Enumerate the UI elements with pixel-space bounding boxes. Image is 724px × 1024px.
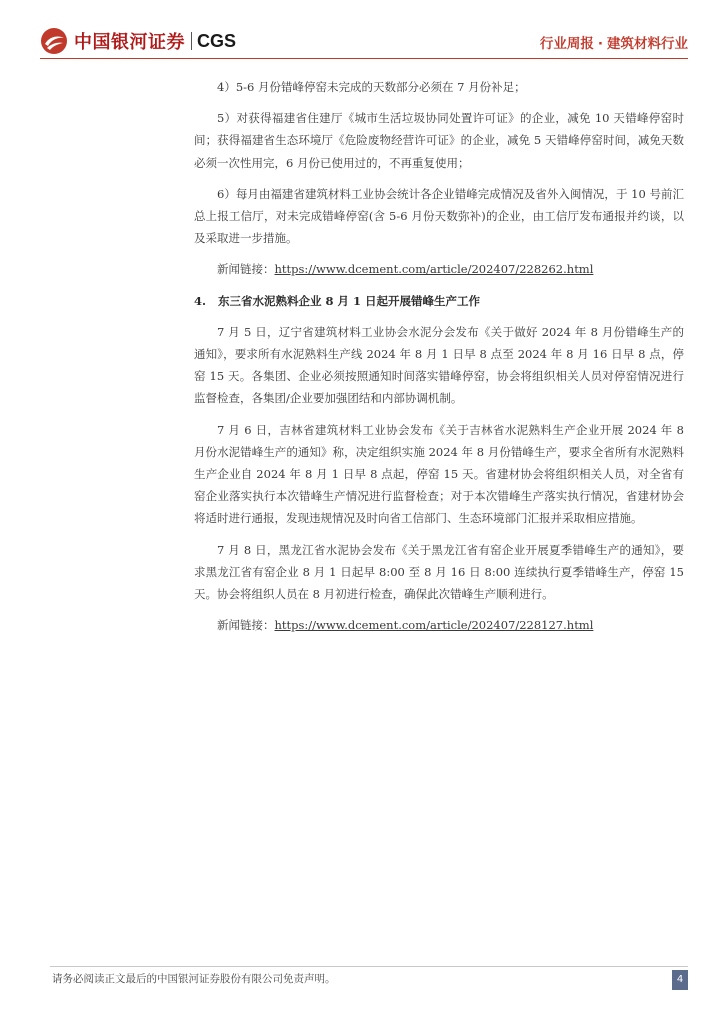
footer-divider (50, 966, 688, 967)
news-link[interactable]: https://www.dcement.com/article/202407/228127.html (274, 618, 594, 633)
news-link[interactable]: https://www.dcement.com/article/202407/228262.html (274, 262, 594, 277)
company-logo (40, 24, 236, 58)
report-type-label: 行业周报 (539, 36, 594, 52)
header-divider (40, 58, 688, 59)
list-item: 5）对获得福建省住建厅《城市生活垃圾协同处置许可证》的企业，减免 10 天错峰停窑时间；获得福建省生态环境厅《危险废物经营许可证》的企业，减免 5 天错峰停窑时间，减免天数必须一次性用完，6 月份已使用过的，不再重复使用； (194, 111, 684, 170)
logo-english-name: CGS (197, 30, 237, 51)
page-number: 4 (672, 970, 688, 990)
sector-label: 建筑材料行业 (607, 36, 688, 52)
report-category (540, 32, 688, 52)
news-link-line (194, 614, 684, 636)
body-paragraph: 7 月 5 日，辽宁省建筑材料工业协会水泥分会发布《关于做好 2024 年 8 月份错峰生产的通知》，要求所有水泥熟料生产线 2024 年 8 月 1 日早 8 点至 2024 年 8 月 16 日早 8 点，停窑 15 天。各集团、企业必须按照通知时间落实错峰停窑，协会将组织相关人员对停窑情况进行监督检查，各集团/企业要加强团结和内部协调机制。 (194, 324, 684, 406)
body-paragraph: 7 月 6 日，吉林省建筑材料工业协会发布《关于吉林省水泥熟料生产企业开展 2024 年 8 月份水泥错峰生产的通知》称，决定组织实施 2024 年 8 月份错峰生产，要求全省所有水泥熟料生产企业自 2024 年 8 月 1 日早 8 点起，停窑 15 天。省建材协会将组织相关人员，对全省有窑企业落实执行本次错峰生产情况进行监督检查；对于本次错峰生产落实执行情况，省建材协会将适时进行通报，发现违规情况及时向省工信部门、生态环境部门汇报并采取相应措施。 (194, 422, 684, 526)
logo-divider (191, 32, 192, 50)
section-number: 4. (194, 293, 207, 308)
page-header (0, 0, 724, 62)
news-link-line (194, 258, 684, 280)
footer-disclaimer: 请务必阅读正文最后的中国银河证券股份有限公司免责声明。 (52, 973, 336, 985)
body-paragraph: 7 月 8 日，黑龙江省水泥协会发布《关于黑龙江省有窑企业开展夏季错峰生产的通知》，要求黑龙江省有窑企业 8 月 1 日起早 8:00 至 8 月 16 日 8:00 连续执行夏季错峰生产，停窑 15 天。协会将组织人员在 8 月初进行检查，确保此次错峰生产顺利进行。 (194, 542, 684, 602)
news-link-label: 新闻链接： (217, 262, 275, 277)
logo-chinese-name: 中国银河证券 (74, 32, 185, 53)
list-item: 6）每月由福建省建筑材料工业协会统计各企业错峰完成情况及省外入闽情况，于 10 号前汇总上报工信厅，对未完成错峰停窑(含 5-6 月份天数弥补)的企业，由工信厅发布通报并约谈，以及采取进一步措施。 (194, 186, 684, 246)
list-item: 4）5-6 月份错峰停窑未完成的天数部分必须在 7 月份补足； (217, 80, 526, 94)
report-body (194, 76, 684, 645)
section-heading (194, 290, 684, 312)
galaxy-logo-icon (40, 27, 68, 55)
header-separator: · (597, 36, 603, 52)
news-link-label: 新闻链接： (217, 618, 275, 633)
section-title: 东三省水泥熟料企业 8 月 1 日起开展错峰生产工作 (218, 293, 481, 308)
